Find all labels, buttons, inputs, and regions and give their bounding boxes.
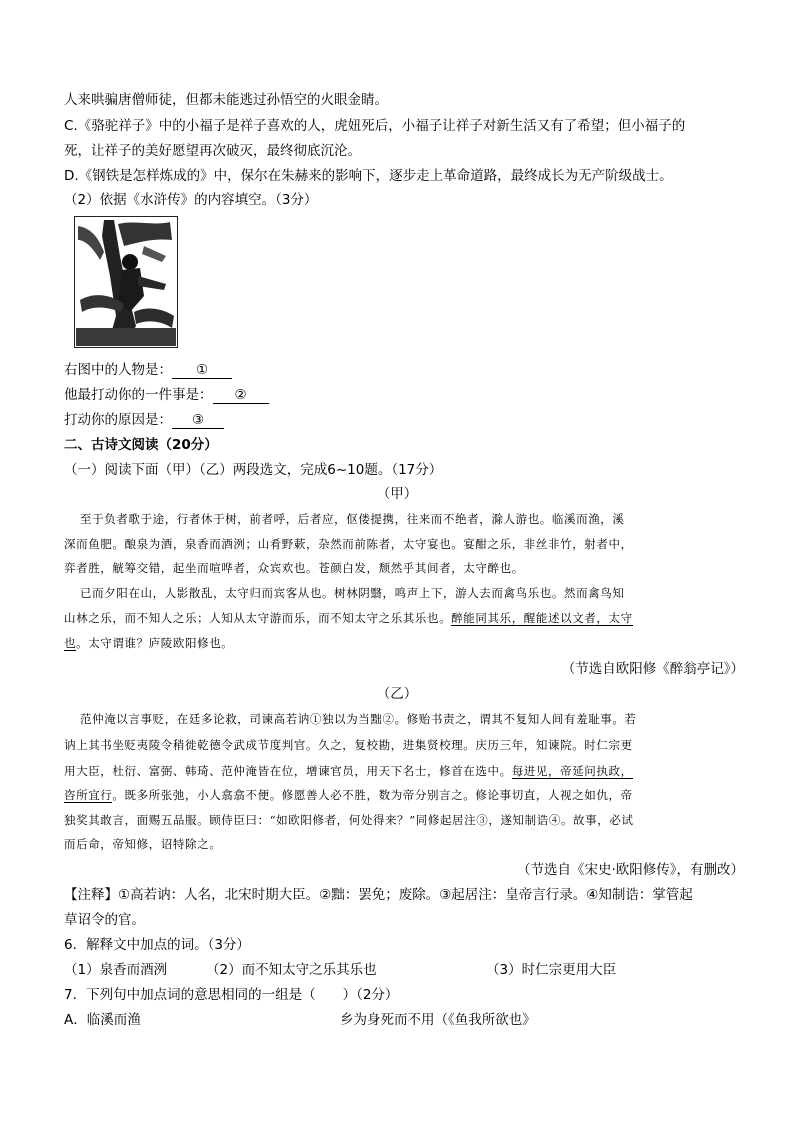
passage-yi-line xyxy=(64,762,633,780)
annotation-line: 【注释】①高若讷：人名，北宋时期大臣。②黜：罢免；废除。③起居注：皇帝言行录。④知制诰：掌管起 xyxy=(64,887,693,903)
text-line: 人来哄骗唐僧师徒，但都未能逃过孙悟空的火眼金睛。 xyxy=(64,92,388,108)
passage-yi-line xyxy=(64,786,633,804)
passage-yi-label: （乙） xyxy=(376,686,418,702)
fill-item-3 xyxy=(64,411,224,429)
passage-jia-line xyxy=(64,609,633,627)
underlined-sentence: 咨所宜行 xyxy=(64,788,113,802)
fill-item-2 xyxy=(64,386,269,404)
fill-label-3: 打动你的原因是： xyxy=(64,412,172,428)
passage-jia-line: 弈者胜，觥筹交错，起坐而喧哗者，众宾欢也。苍颜白发，颓然乎其间者，太守醉也。 xyxy=(64,561,524,575)
underlined-sentence: 每进见，帝延问执政， xyxy=(511,764,633,778)
question-6-item-2: （2）而不知太守之乐其乐也 xyxy=(206,962,377,978)
question-7-option-a xyxy=(64,1011,536,1029)
option-a-left: A．临溪而渔 xyxy=(64,1012,141,1028)
option-d-line: D.《钢铁是怎样炼成的》中，保尔在朱赫来的影响下，逐步走上革命道路，最终成长为无产阶级战士。 xyxy=(64,168,673,184)
question-6-item-1: （1）泉香而酒洌 xyxy=(64,962,168,978)
wu-song-illustration xyxy=(74,216,178,348)
option-c-line-1: C.《骆驼祥子》中的小福子是祥子喜欢的人，虎妞死后，小福子让祥子对新生活又有了希望；但小福子的 xyxy=(64,118,686,134)
underlined-sentence: 醉能同其乐，醒能述以文者，太守 xyxy=(451,611,633,625)
section-subheading: （一）阅读下面（甲）（乙）两段选文，完成6~10题。（17分） xyxy=(64,462,443,478)
underlined-sentence: 也 xyxy=(64,636,77,650)
passage-jia-line: 深而鱼肥。酿泉为酒，泉香而酒洌；山肴野蔌，杂然而前陈者，太守宴也。宴酣之乐，非丝非竹，射者中， xyxy=(64,537,633,551)
passage-yi-line: 独奖其敢言，面赐五品服。顾侍臣曰：“如欧阳修者，何处得来？”同修起居注③，遂知制诰④。故事，必试 xyxy=(64,813,634,827)
passage-text: 用大臣，杜衍、富弼、韩琦、范仲淹皆在位，增谏官员，用天下名士，修首在选中。 xyxy=(64,764,512,778)
answer-blank-2[interactable]: ② xyxy=(213,387,269,404)
passage-yi-line: 讷上其书坐贬夷陵令稍徙乾德令武成节度判官。久之，复校勘，进集贤校理。庆历三年，知谏院。时仁宗更 xyxy=(64,738,633,752)
question-6-items xyxy=(64,961,617,979)
passage-yi-source: （节选自《宋史·欧阳修传》，有删改） xyxy=(516,862,744,878)
question-6-item-3: （3）时仁宗更用大臣 xyxy=(486,962,617,978)
answer-blank-1[interactable]: ① xyxy=(172,362,232,379)
passage-text: 。太守谓谁？庐陵欧阳修也。 xyxy=(76,636,234,650)
question-7-stem: 7．下列句中加点词的意思相同的一组是（ ）（2分） xyxy=(64,987,399,1003)
passage-text: 山林之乐，而不知人之乐；人知从太守游而乐，而不知太守之乐其乐也。 xyxy=(64,611,452,625)
passage-jia-source: （节选自欧阳修《醉翁亭记》） xyxy=(561,661,744,677)
passage-jia-line xyxy=(64,634,233,652)
passage-yi-line: 而后命，帝知修，诏特除之。 xyxy=(64,837,222,851)
annotation-line: 草诏令的官。 xyxy=(64,912,145,928)
option-a-right: 乡为身死而不用（《鱼我所欲也》 xyxy=(340,1012,536,1028)
fill-item-1 xyxy=(64,361,232,379)
fill-label-1: 右图中的人物是： xyxy=(64,362,172,378)
section-heading: 二、古诗文阅读（20分） xyxy=(64,437,218,453)
option-c-line-2: 死，让祥子的美好愿望再次破灭，最终彻底沉沦。 xyxy=(64,143,361,159)
fill-label-2: 他最打动你的一件事是： xyxy=(64,387,213,403)
passage-jia-line: 已而夕阳在山，人影散乱，太守归而宾客从也。树林阴翳，鸣声上下，游人去而禽鸟乐也。然而禽鸟知 xyxy=(80,586,625,600)
question-6-stem: 6．解释文中加点的词。（3分） xyxy=(64,937,250,953)
answer-blank-3[interactable]: ③ xyxy=(172,412,224,429)
question-2-stem: （2）依据《水浒传》的内容填空。（3分） xyxy=(64,192,318,208)
passage-yi-line: 范仲淹以言事贬，在廷多论救，司谏高若讷①独以为当黜②。修贻书责之，谓其不复知人间有羞耻事。若 xyxy=(80,712,637,726)
passage-jia-line: 至于负者歌于途，行者休于树，前者呼，后者应，伛偻提携，往来而不绝者，滁人游也。临溪而渔，溪 xyxy=(80,512,625,526)
passage-text: 。既多所张弛，小人翕翕不便。修愿善人必不胜，数为帝分别言之。修论事切直，人视之如仇，帝 xyxy=(112,788,633,802)
passage-jia-label: （甲） xyxy=(376,486,418,502)
